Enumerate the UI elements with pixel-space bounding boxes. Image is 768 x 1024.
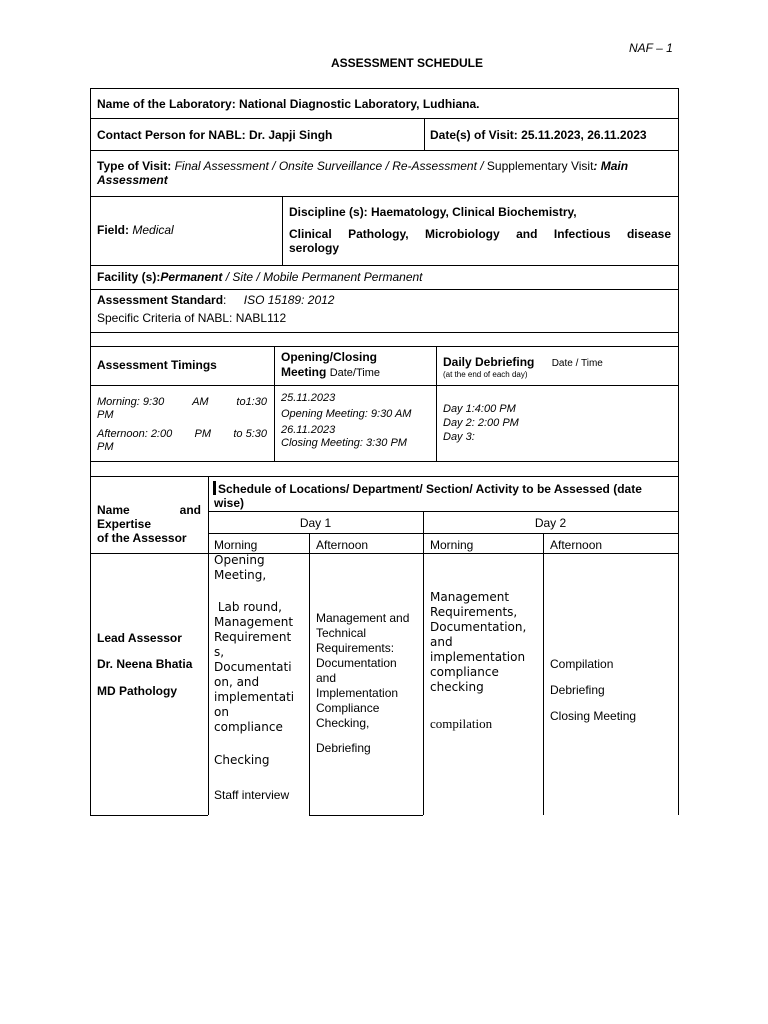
assessor-role: Lead Assessor <box>97 631 182 645</box>
timing-afternoon: Afternoon: 2:00 PM to 5:30 PM <box>97 428 267 453</box>
meeting-schedule: 25.11.2023 Opening Meeting: 9:30 AM 26.11.2023 Closing Meeting: 3:30 PM <box>281 392 412 449</box>
visit-type: Type of Visit: Final Assessment / Onsite Surveillance / Re-Assessment / Supplementary Visit: Main Assessment <box>97 159 629 187</box>
page-title: ASSESSMENT SCHEDULE <box>330 56 484 70</box>
assessment-standard: Assessment Standard: ISO 15189: 2012 <box>97 293 335 307</box>
day-2-afternoon-header: Afternoon <box>550 538 603 552</box>
assessor-name: Dr. Neena Bhatia <box>97 657 193 671</box>
day-2-header: Day 2 <box>534 516 567 530</box>
debriefing-note: (at the end of each day) <box>443 370 528 379</box>
day-2-morning-header: Morning <box>430 538 474 552</box>
cursor-mark <box>213 481 216 495</box>
specific-criteria: Specific Criteria of NABL: NABL112 <box>97 311 287 325</box>
debriefing-header: Daily Debriefing Date / Time <box>443 355 603 369</box>
day-1-afternoon-header: Afternoon <box>316 538 369 552</box>
schedule-header: Schedule of Locations/ Department/ Section/ Activity to be Assessed (date wise) <box>214 482 642 510</box>
field: Field: Medical <box>97 223 174 237</box>
discipline-line-2: Clinical Pathology, Microbiology and Infectious disease <box>289 227 671 241</box>
day-1-afternoon-activities: Management and Technical Requirements: Documentation and Implementation Compliance Checking, Debriefing <box>316 611 410 755</box>
debriefing-schedule: Day 1:4:00 PM Day 2: 2:00 PM Day 3: <box>443 403 519 443</box>
facility: Facility (s):Permanent / Site / Mobile Permanent Permanent <box>97 270 423 284</box>
assessor-expertise: MD Pathology <box>97 684 177 698</box>
day-1-header: Day 1 <box>299 516 332 530</box>
discipline-line-3: serology <box>289 241 340 255</box>
day-2-morning-compilation: compilation <box>430 716 493 731</box>
day-2-afternoon-activities: Compilation Debriefing Closing Meeting <box>550 657 637 723</box>
timing-morning: Morning: 9:30 AM to1:30 PM <box>97 396 267 421</box>
discipline-line-1: Discipline (s): Haematology, Clinical Biochemistry, <box>289 205 577 219</box>
day-1-morning-activities: Opening Meeting, Lab round, Management Requirement s, Documentati on, and implementati on compliance Checking <box>214 553 295 767</box>
form-code: NAF – 1 <box>629 41 673 55</box>
day-2-morning-activities: Management Requirements, Documentation, and implementation compliance checking <box>430 590 527 694</box>
visit-dates: Date(s) of Visit: 25.11.2023, 26.11.2023 <box>430 128 647 142</box>
assessor-column-header: Name and Expertise of the Assessor <box>97 503 201 545</box>
day-1-staff-interview: Staff interview <box>214 788 290 802</box>
timings-header: Assessment Timings <box>97 358 217 372</box>
meetings-header: Opening/Closing Meeting Date/Time <box>281 350 381 379</box>
lab-name: Name of the Laboratory: National Diagnostic Laboratory, Ludhiana. <box>97 97 480 111</box>
day-1-morning-header: Morning <box>214 538 258 552</box>
contact-person: Contact Person for NABL: Dr. Japji Singh <box>97 128 333 142</box>
